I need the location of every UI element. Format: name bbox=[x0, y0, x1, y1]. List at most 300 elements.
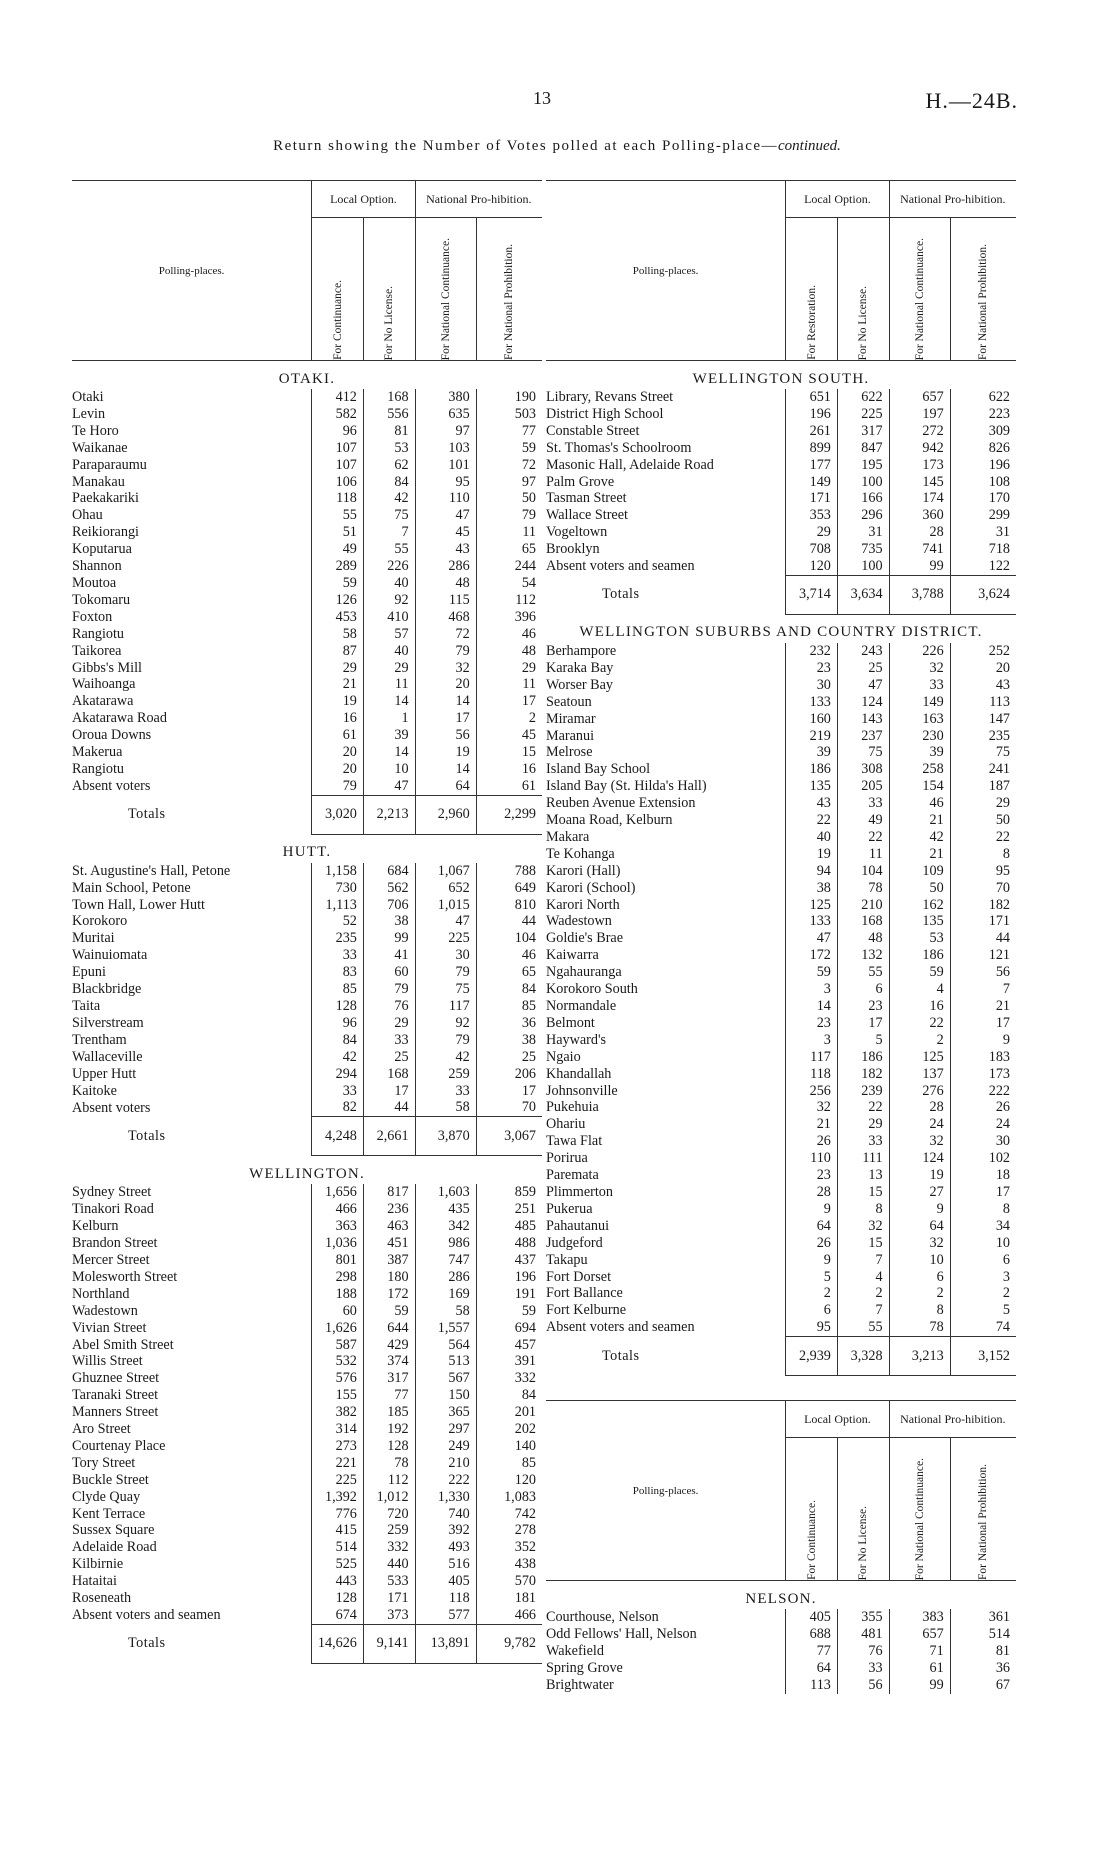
vote-count: 252 bbox=[950, 643, 1016, 660]
vote-count: 286 bbox=[415, 558, 476, 575]
polling-place-name: Moana Road, Kelburn bbox=[546, 812, 673, 829]
polling-place-name: St. Thomas's Schoolroom bbox=[546, 439, 692, 456]
vote-count: 23 bbox=[786, 1167, 838, 1184]
vote-count: 577 bbox=[415, 1607, 476, 1624]
vote-count: 241 bbox=[950, 761, 1016, 778]
vote-count: 58 bbox=[312, 626, 364, 643]
vote-count: 122 bbox=[950, 558, 1016, 575]
polling-place-name: Plimmerton bbox=[546, 1183, 613, 1200]
vote-count: 273 bbox=[312, 1438, 364, 1455]
vote-count: 117 bbox=[415, 998, 476, 1015]
vote-count: 353 bbox=[786, 507, 838, 524]
vote-count: 46 bbox=[889, 795, 950, 812]
vote-count: 278 bbox=[476, 1522, 542, 1539]
vote-count: 11 bbox=[476, 524, 542, 541]
vote-count: 383 bbox=[889, 1609, 950, 1626]
vote-count: 14 bbox=[415, 693, 476, 710]
vote-count: 1,626 bbox=[312, 1320, 364, 1337]
vote-count: 4 bbox=[837, 1269, 889, 1286]
polling-place-name: Oroua Downs bbox=[72, 727, 152, 744]
vote-count: 735 bbox=[837, 541, 889, 558]
vote-count: 235 bbox=[950, 728, 1016, 745]
vote-count: 29 bbox=[476, 660, 542, 677]
vote-count: 7 bbox=[950, 981, 1016, 998]
vote-count: 29 bbox=[363, 1015, 415, 1032]
polling-place-name: Pukerua bbox=[546, 1200, 593, 1217]
polling-place-name: Tasman Street bbox=[546, 490, 627, 507]
vote-count: 1,158 bbox=[312, 863, 364, 880]
vote-count: 1,067 bbox=[415, 863, 476, 880]
vote-count: 51 bbox=[312, 524, 364, 541]
table-row bbox=[546, 1167, 1016, 1184]
vote-count: 19 bbox=[889, 1167, 950, 1184]
vote-count: 171 bbox=[786, 490, 838, 507]
vote-count: 26 bbox=[786, 1133, 838, 1150]
polling-place-name: Reikiorangi bbox=[72, 524, 139, 541]
table-row bbox=[72, 490, 542, 507]
vote-count: 47 bbox=[415, 913, 476, 930]
vote-count: 223 bbox=[950, 406, 1016, 423]
table-row bbox=[72, 1455, 542, 1472]
vote-count: 24 bbox=[889, 1116, 950, 1133]
vote-count: 85 bbox=[476, 998, 542, 1015]
vote-count: 70 bbox=[950, 880, 1016, 897]
vote-count: 182 bbox=[950, 897, 1016, 914]
vote-count: 14 bbox=[415, 761, 476, 778]
vote-count: 718 bbox=[950, 541, 1016, 558]
vote-count: 23 bbox=[786, 1015, 838, 1032]
vote-count: 97 bbox=[476, 474, 542, 491]
vote-count: 3 bbox=[786, 1032, 838, 1049]
column-header-2 bbox=[363, 218, 415, 361]
vote-count: 133 bbox=[786, 694, 838, 711]
vote-count: 20 bbox=[950, 660, 1016, 677]
vote-count: 259 bbox=[415, 1066, 476, 1083]
table-row bbox=[72, 1387, 542, 1404]
vote-count: 150 bbox=[415, 1387, 476, 1404]
vote-count: 453 bbox=[312, 609, 364, 626]
total-count: 4,248 bbox=[312, 1117, 364, 1156]
vote-count: 36 bbox=[476, 1015, 542, 1032]
vote-count: 415 bbox=[312, 1522, 364, 1539]
vote-count: 28 bbox=[786, 1184, 838, 1201]
left-column bbox=[72, 180, 542, 1664]
polling-place-name: Normandale bbox=[546, 998, 617, 1014]
vote-count: 33 bbox=[889, 677, 950, 694]
vote-count: 8 bbox=[837, 1201, 889, 1218]
vote-count: 9 bbox=[889, 1201, 950, 1218]
vote-count: 121 bbox=[950, 947, 1016, 964]
vote-count: 40 bbox=[363, 643, 415, 660]
table-row bbox=[546, 1049, 1016, 1066]
polling-place-name: Absent voters bbox=[72, 1099, 151, 1116]
table-row bbox=[546, 728, 1016, 745]
vote-count: 314 bbox=[312, 1421, 364, 1438]
vote-count: 74 bbox=[950, 1319, 1016, 1336]
vote-count: 65 bbox=[476, 964, 542, 981]
polling-place-name: Belmont bbox=[546, 1014, 595, 1031]
vote-count: 30 bbox=[786, 677, 838, 694]
vote-count: 75 bbox=[950, 744, 1016, 761]
column-header-label: For Restoration. bbox=[805, 285, 818, 360]
vote-count: 81 bbox=[363, 423, 415, 440]
vote-count: 16 bbox=[476, 761, 542, 778]
column-header-label: For Continuance. bbox=[331, 280, 344, 360]
table-row bbox=[546, 457, 1016, 474]
polling-place-name: Trentham bbox=[72, 1031, 127, 1048]
vote-count: 237 bbox=[837, 728, 889, 745]
polling-place-name: Hayward's bbox=[546, 1031, 607, 1048]
vote-count: 55 bbox=[363, 541, 415, 558]
table-row bbox=[546, 490, 1016, 507]
vote-count: 33 bbox=[837, 1660, 889, 1677]
polling-place-name: Brandon Street bbox=[72, 1235, 158, 1252]
polling-place-name: Reuben Avenue Extension bbox=[546, 795, 696, 812]
vote-count: 688 bbox=[786, 1626, 838, 1643]
vote-count: 10 bbox=[363, 761, 415, 778]
vote-count: 1,603 bbox=[415, 1184, 476, 1201]
page-caption bbox=[0, 138, 1114, 155]
table-row bbox=[72, 1083, 542, 1100]
total-count: 9,141 bbox=[363, 1624, 415, 1663]
vote-count: 13 bbox=[837, 1167, 889, 1184]
vote-count: 191 bbox=[476, 1286, 542, 1303]
polling-place-name: Silverstream bbox=[72, 1014, 144, 1031]
polling-place-name: Constable Street bbox=[546, 422, 640, 439]
vote-count: 276 bbox=[889, 1083, 950, 1100]
vote-count: 392 bbox=[415, 1522, 476, 1539]
vote-count: 182 bbox=[837, 1066, 889, 1083]
vote-count: 26 bbox=[786, 1235, 838, 1252]
vote-count: 3 bbox=[950, 1269, 1016, 1286]
vote-count: 202 bbox=[476, 1421, 542, 1438]
vote-count: 720 bbox=[363, 1506, 415, 1523]
table-row bbox=[546, 1677, 1016, 1694]
vote-count: 186 bbox=[837, 1049, 889, 1066]
vote-count: 11 bbox=[363, 676, 415, 693]
table-row bbox=[546, 947, 1016, 964]
vote-count: 100 bbox=[837, 558, 889, 575]
table-row bbox=[546, 1609, 1016, 1626]
vote-count: 53 bbox=[889, 930, 950, 947]
vote-count: 102 bbox=[950, 1150, 1016, 1167]
table-row bbox=[72, 1320, 542, 1337]
polling-place-name: Absent voters and seamen bbox=[546, 558, 695, 575]
vote-count: 587 bbox=[312, 1337, 364, 1354]
total-count: 2,213 bbox=[363, 795, 415, 834]
table-row bbox=[546, 406, 1016, 423]
vote-count: 113 bbox=[786, 1677, 838, 1694]
column-header-label: For No License. bbox=[857, 1505, 870, 1581]
polling-place-name: Ohau bbox=[72, 507, 103, 524]
table-row bbox=[72, 660, 542, 677]
vote-count: 564 bbox=[415, 1337, 476, 1354]
polling-place-name: Island Bay School bbox=[546, 761, 651, 778]
column-header-1 bbox=[786, 218, 838, 361]
vote-count: 62 bbox=[363, 457, 415, 474]
vote-count: 85 bbox=[476, 1455, 542, 1472]
totals-row bbox=[546, 1337, 1016, 1376]
polling-place-name: Absent voters and seamen bbox=[546, 1319, 695, 1336]
vote-count: 493 bbox=[415, 1539, 476, 1556]
polling-place-name: Fort Dorset bbox=[546, 1268, 612, 1285]
vote-count: 42 bbox=[415, 1049, 476, 1066]
vote-count: 53 bbox=[363, 440, 415, 457]
vote-count: 222 bbox=[415, 1472, 476, 1489]
vote-count: 226 bbox=[889, 643, 950, 660]
table-row bbox=[72, 507, 542, 524]
polling-place-name: Wakefield bbox=[546, 1642, 604, 1659]
polling-place-name: Karori (School) bbox=[546, 879, 636, 896]
vote-count: 79 bbox=[415, 1032, 476, 1049]
polling-places-header: Polling-places. bbox=[632, 1484, 699, 1497]
table-row bbox=[72, 710, 542, 727]
vote-count: 9 bbox=[950, 1032, 1016, 1049]
vote-count: 84 bbox=[312, 1032, 364, 1049]
vote-count: 94 bbox=[786, 863, 838, 880]
table-row bbox=[72, 575, 542, 592]
vote-count: 26 bbox=[950, 1099, 1016, 1116]
vote-count: 187 bbox=[950, 778, 1016, 795]
section-table bbox=[72, 1156, 542, 1664]
vote-count: 317 bbox=[363, 1370, 415, 1387]
polling-place-name: Te Horo bbox=[72, 422, 119, 439]
column-header-1 bbox=[786, 1438, 838, 1581]
polling-place-name: Ngahauranga bbox=[546, 964, 622, 981]
totals-label: Totals bbox=[602, 586, 640, 603]
table-row bbox=[72, 998, 542, 1015]
polling-place-name: Island Bay (St. Hilda's Hall) bbox=[546, 778, 707, 795]
vote-count: 556 bbox=[363, 406, 415, 423]
vote-count: 9 bbox=[786, 1201, 838, 1218]
polling-place-name: Pahautanui bbox=[546, 1217, 610, 1234]
vote-count: 443 bbox=[312, 1573, 364, 1590]
vote-count: 43 bbox=[415, 541, 476, 558]
vote-count: 10 bbox=[950, 1235, 1016, 1252]
total-count: 3,714 bbox=[786, 575, 838, 614]
vote-count: 60 bbox=[363, 964, 415, 981]
column-header-label: For No License. bbox=[857, 285, 870, 360]
vote-count: 742 bbox=[476, 1506, 542, 1523]
vote-count: 85 bbox=[312, 981, 364, 998]
polling-place-name: District High School bbox=[546, 405, 664, 422]
total-count: 3,020 bbox=[312, 795, 364, 834]
vote-count: 48 bbox=[476, 643, 542, 660]
vote-count: 657 bbox=[889, 1626, 950, 1643]
vote-count: 514 bbox=[950, 1626, 1016, 1643]
table-row bbox=[546, 1015, 1016, 1032]
table-row bbox=[546, 1201, 1016, 1218]
polling-place-name: Melrose bbox=[546, 744, 593, 761]
vote-count: 96 bbox=[312, 1015, 364, 1032]
vote-count: 120 bbox=[476, 1472, 542, 1489]
vote-count: 32 bbox=[889, 1235, 950, 1252]
vote-count: 101 bbox=[415, 457, 476, 474]
vote-count: 21 bbox=[312, 676, 364, 693]
polling-place-name: Ohariu bbox=[546, 1116, 586, 1133]
table-row bbox=[72, 761, 542, 778]
vote-count: 438 bbox=[476, 1556, 542, 1573]
vote-count: 87 bbox=[312, 643, 364, 660]
vote-count: 22 bbox=[786, 812, 838, 829]
vote-count: 332 bbox=[363, 1539, 415, 1556]
vote-count: 226 bbox=[363, 558, 415, 575]
table-row bbox=[72, 457, 542, 474]
vote-count: 294 bbox=[312, 1066, 364, 1083]
section-table bbox=[546, 615, 1016, 1376]
vote-count: 197 bbox=[889, 406, 950, 423]
polling-place-name: Adelaide Road bbox=[72, 1539, 157, 1556]
vote-count: 412 bbox=[312, 389, 364, 406]
vote-count: 171 bbox=[363, 1590, 415, 1607]
vote-count: 706 bbox=[363, 897, 415, 914]
vote-count: 730 bbox=[312, 880, 364, 897]
vote-count: 177 bbox=[786, 457, 838, 474]
column-header-label: For National Continuance. bbox=[913, 1457, 926, 1581]
vote-count: 29 bbox=[363, 660, 415, 677]
vote-count: 180 bbox=[363, 1269, 415, 1286]
table-row bbox=[72, 609, 542, 626]
vote-count: 39 bbox=[889, 744, 950, 761]
vote-count: 135 bbox=[786, 778, 838, 795]
vote-count: 355 bbox=[837, 1609, 889, 1626]
vote-count: 79 bbox=[476, 507, 542, 524]
table-row bbox=[546, 863, 1016, 880]
vote-count: 29 bbox=[950, 795, 1016, 812]
vote-count: 59 bbox=[786, 964, 838, 981]
vote-count: 41 bbox=[363, 947, 415, 964]
vote-count: 82 bbox=[312, 1099, 364, 1116]
vote-count: 67 bbox=[950, 1677, 1016, 1694]
vote-count: 1,036 bbox=[312, 1235, 364, 1252]
vote-count: 205 bbox=[837, 778, 889, 795]
table-row bbox=[72, 778, 542, 795]
vote-count: 19 bbox=[312, 693, 364, 710]
vote-count: 15 bbox=[476, 744, 542, 761]
vote-count: 59 bbox=[312, 575, 364, 592]
vote-count: 225 bbox=[415, 930, 476, 947]
vote-count: 6 bbox=[837, 981, 889, 998]
vote-count: 286 bbox=[415, 1269, 476, 1286]
vote-count: 118 bbox=[312, 490, 364, 507]
polling-place-name: Vogeltown bbox=[546, 524, 608, 541]
table-row bbox=[72, 1556, 542, 1573]
vote-count: 46 bbox=[476, 947, 542, 964]
table-row bbox=[546, 1133, 1016, 1150]
vote-count: 81 bbox=[950, 1643, 1016, 1660]
polling-place-name: Fort Ballance bbox=[546, 1285, 623, 1302]
vote-count: 79 bbox=[363, 981, 415, 998]
vote-count: 15 bbox=[837, 1235, 889, 1252]
vote-count: 14 bbox=[363, 744, 415, 761]
table-row bbox=[546, 1032, 1016, 1049]
vote-count: 28 bbox=[889, 524, 950, 541]
vote-count: 741 bbox=[889, 541, 950, 558]
vote-count: 259 bbox=[363, 1522, 415, 1539]
table-row bbox=[72, 947, 542, 964]
table-row bbox=[72, 1269, 542, 1286]
polling-place-name: Brightwater bbox=[546, 1676, 614, 1693]
vote-count: 192 bbox=[363, 1421, 415, 1438]
totals-label: Totals bbox=[128, 1635, 166, 1652]
vote-count: 826 bbox=[950, 440, 1016, 457]
vote-count: 25 bbox=[837, 660, 889, 677]
section-table bbox=[72, 835, 542, 1157]
polling-place-name: Porirua bbox=[546, 1150, 588, 1167]
vote-count: 468 bbox=[415, 609, 476, 626]
polling-place-name: Waikanae bbox=[72, 439, 128, 456]
polling-place-name: Korokoro bbox=[72, 913, 128, 930]
vote-count: 95 bbox=[786, 1319, 838, 1336]
vote-count: 206 bbox=[476, 1066, 542, 1083]
vote-count: 49 bbox=[312, 541, 364, 558]
vote-count: 235 bbox=[312, 930, 364, 947]
vote-count: 195 bbox=[837, 457, 889, 474]
total-count: 3,788 bbox=[889, 575, 950, 614]
vote-count: 17 bbox=[837, 1015, 889, 1032]
vote-count: 128 bbox=[363, 1438, 415, 1455]
vote-count: 33 bbox=[312, 1083, 364, 1100]
vote-count: 76 bbox=[363, 998, 415, 1015]
vote-count: 14 bbox=[786, 998, 838, 1015]
vote-count: 361 bbox=[950, 1609, 1016, 1626]
vote-count: 171 bbox=[950, 913, 1016, 930]
table-row bbox=[546, 1252, 1016, 1269]
polling-place-name: Vivian Street bbox=[72, 1319, 147, 1336]
vote-count: 118 bbox=[786, 1066, 838, 1083]
vote-count: 1,330 bbox=[415, 1489, 476, 1506]
column-header-2 bbox=[837, 218, 889, 361]
vote-count: 801 bbox=[312, 1252, 364, 1269]
vote-count: 155 bbox=[312, 1387, 364, 1404]
vote-count: 332 bbox=[476, 1370, 542, 1387]
table-row bbox=[72, 1506, 542, 1523]
nelson-header bbox=[546, 1400, 1016, 1581]
polling-place-name: Kelburn bbox=[72, 1218, 119, 1235]
table-row bbox=[546, 660, 1016, 677]
vote-count: 33 bbox=[415, 1083, 476, 1100]
vote-count: 104 bbox=[476, 930, 542, 947]
table-row bbox=[546, 474, 1016, 491]
vote-count: 50 bbox=[950, 812, 1016, 829]
vote-count: 163 bbox=[889, 711, 950, 728]
table-row bbox=[72, 1489, 542, 1506]
polling-place-name: Miramar bbox=[546, 710, 596, 727]
table-row bbox=[72, 1353, 542, 1370]
vote-count: 72 bbox=[476, 457, 542, 474]
table-row bbox=[72, 1573, 542, 1590]
vote-count: 451 bbox=[363, 1235, 415, 1252]
column-header-label: For Continuance. bbox=[805, 1500, 818, 1581]
vote-count: 124 bbox=[837, 694, 889, 711]
vote-count: 363 bbox=[312, 1218, 364, 1235]
vote-count: 8 bbox=[950, 1201, 1016, 1218]
polling-place-name: Gibbs's Mill bbox=[72, 659, 142, 676]
vote-count: 6 bbox=[786, 1302, 838, 1319]
polling-place-name: Johnsonville bbox=[546, 1082, 618, 1099]
vote-count: 172 bbox=[363, 1286, 415, 1303]
table-row bbox=[72, 1184, 542, 1201]
polling-place-name: Makerua bbox=[72, 744, 123, 761]
column-header-4 bbox=[476, 218, 542, 361]
vote-count: 162 bbox=[889, 897, 950, 914]
totals-label: Totals bbox=[128, 1127, 166, 1144]
column-header-label: For National Prohibition. bbox=[977, 244, 990, 360]
vote-count: 55 bbox=[837, 964, 889, 981]
table-row bbox=[72, 1337, 542, 1354]
vote-count: 27 bbox=[889, 1184, 950, 1201]
vote-count: 170 bbox=[950, 490, 1016, 507]
